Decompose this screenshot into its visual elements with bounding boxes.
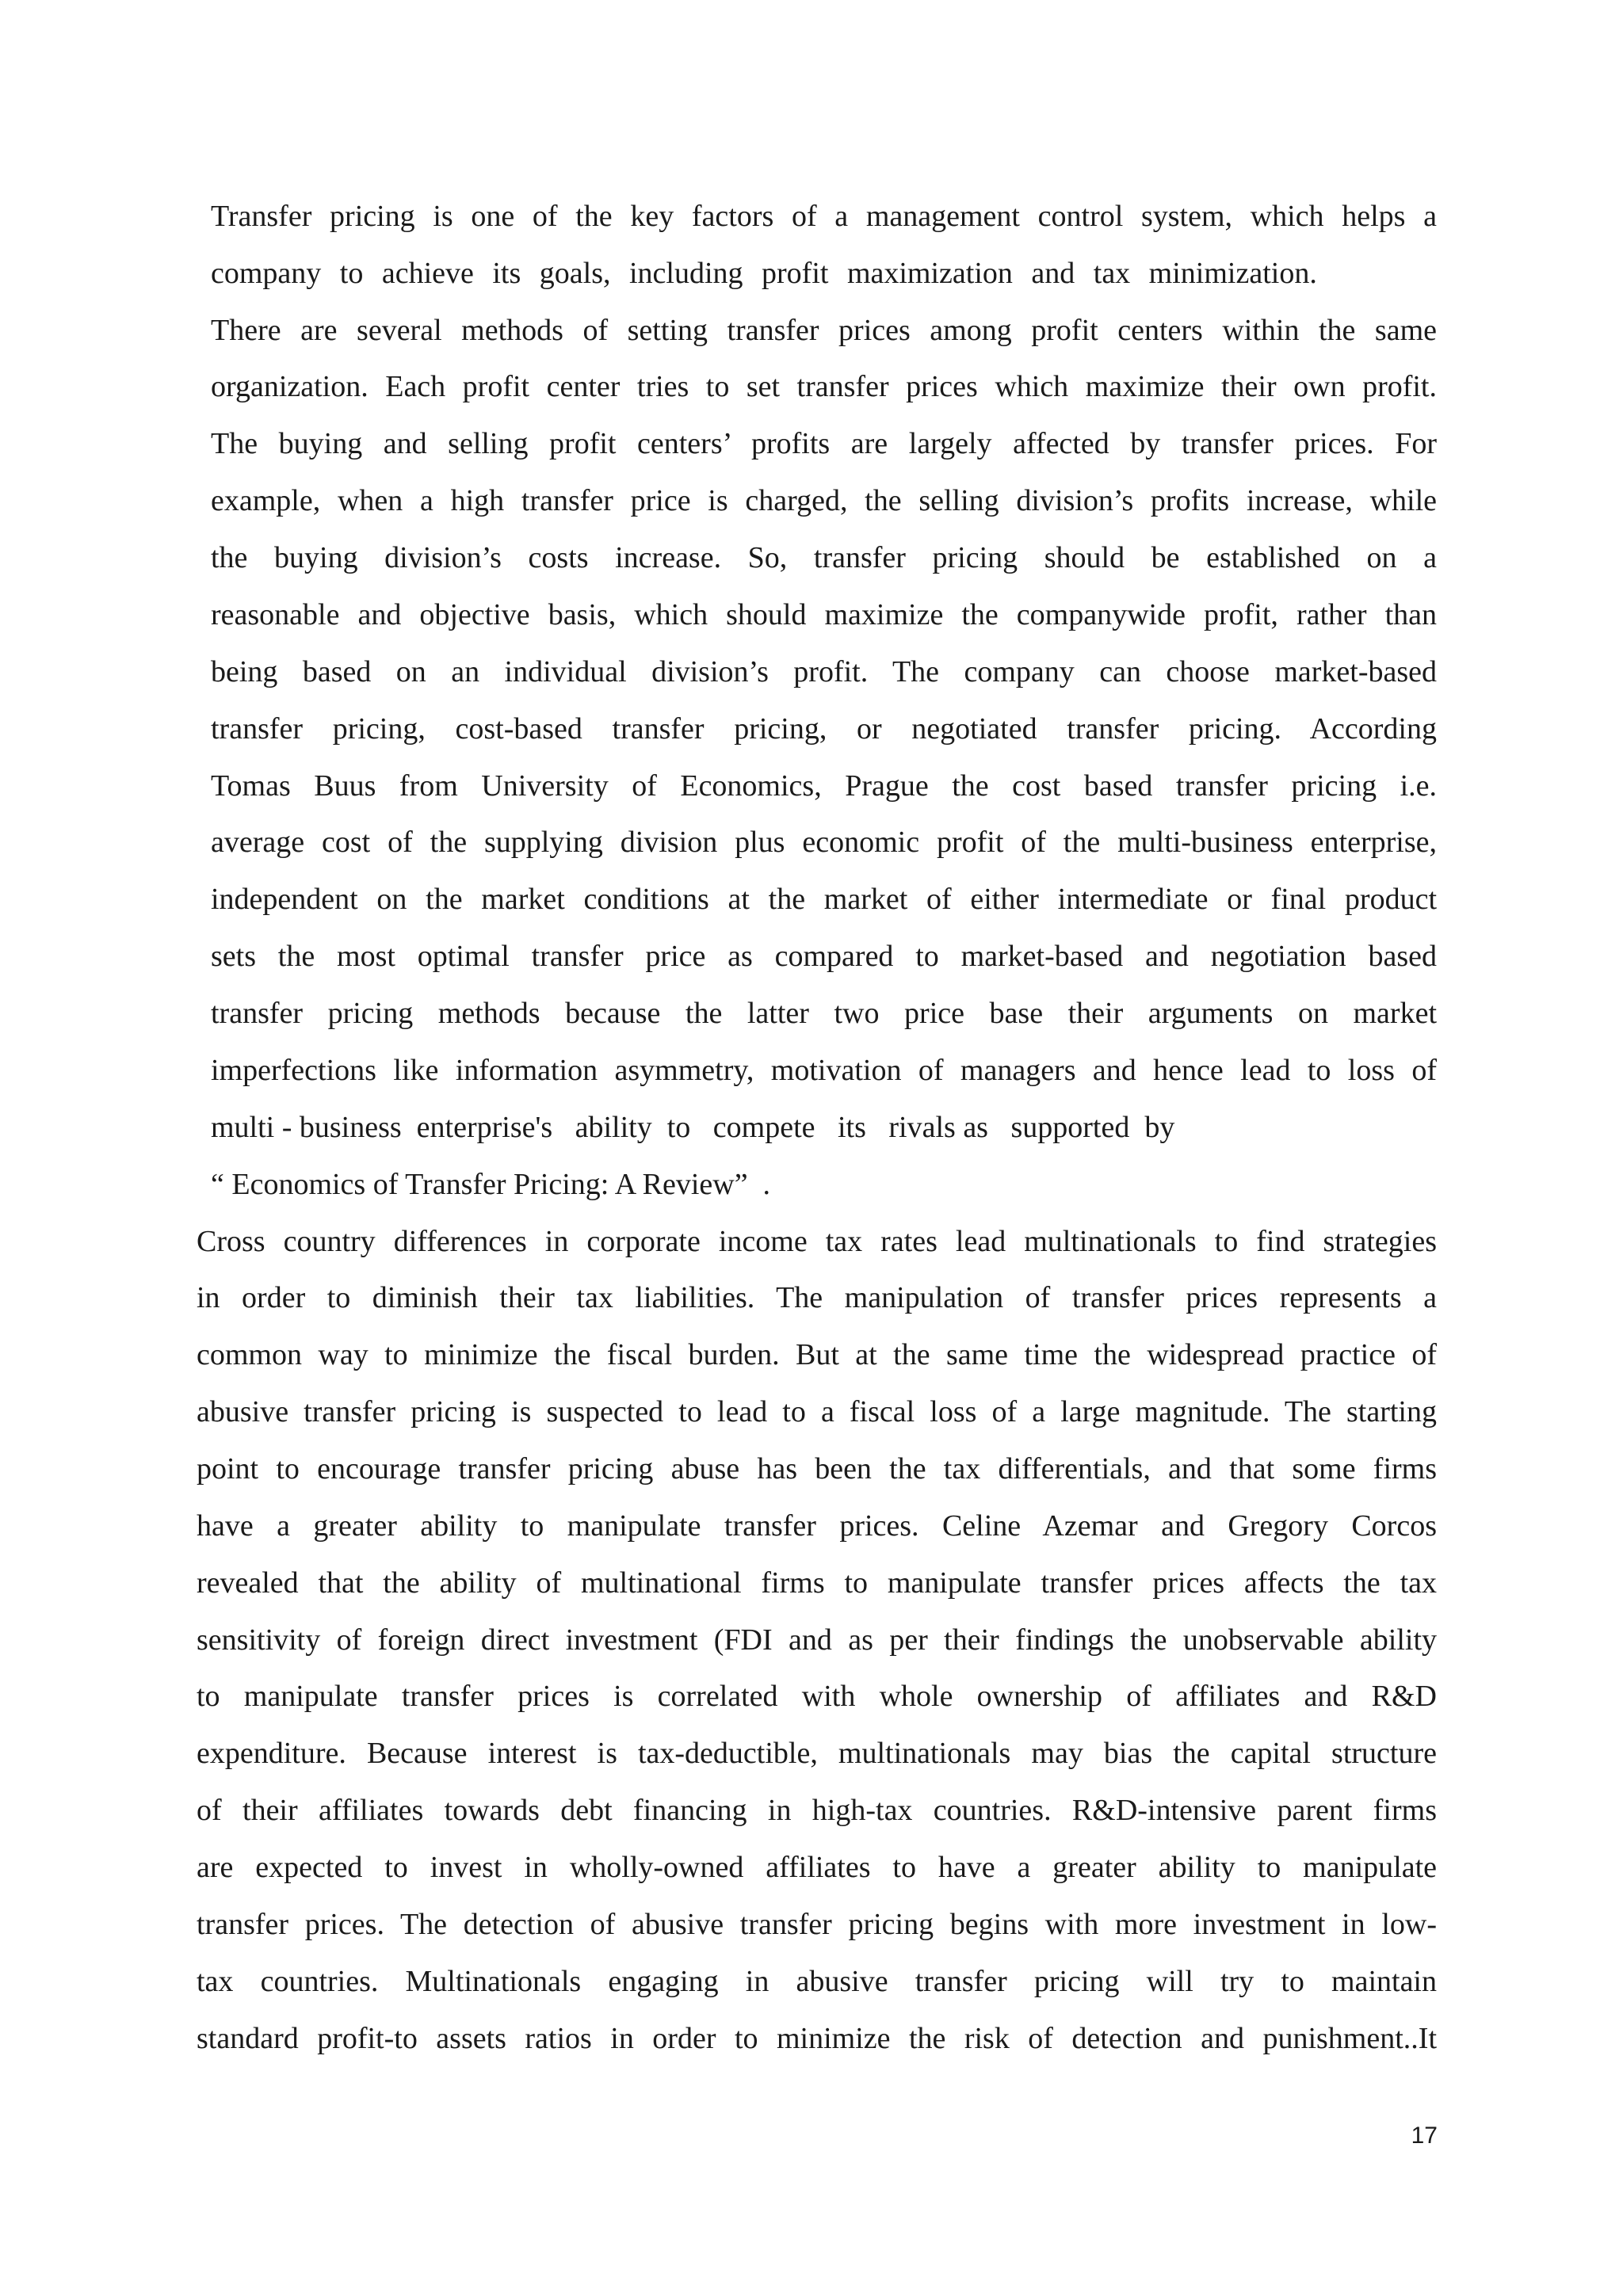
text-line: multi - business enterprise's ability to compete its rivals as supported by (211, 1111, 1175, 1144)
text-line: in order to diminish their tax liabilities. The manipulation of transfer prices represents a (197, 1281, 1437, 1314)
text-line: independent on the market conditions at the market of either intermediate or final product (211, 883, 1437, 916)
page-number: 17 (1411, 2122, 1438, 2149)
text-line: Tomas Buus from University of Economics, Prague the cost based transfer pricing i.e. (211, 769, 1437, 803)
text-line: tax countries. Multinationals engaging in abusive transfer pricing will try to maintain (197, 1965, 1437, 1998)
text-line: average cost of the supplying division plus economic profit of the multi-business enterprise, (211, 826, 1437, 859)
text-line: sets the most optimal transfer price as compared to market-based and negotiation based (211, 940, 1437, 973)
text-line: company to achieve its goals, including profit maximization and tax minimization. (211, 257, 1317, 290)
text-line: revealed that the ability of multinational firms to manipulate transfer prices affects the tax (197, 1566, 1437, 1600)
text-line: the buying division’s costs increase. So, transfer pricing should be established on a (211, 541, 1437, 574)
text-line: abusive transfer pricing is suspected to lead to a fiscal loss of a large magnitude. The starting (197, 1395, 1437, 1428)
text-line: being based on an individual division’s profit. The company can choose market-based (211, 655, 1437, 688)
text-line: expenditure. Because interest is tax-deductible, multinationals may bias the capital structure (197, 1737, 1437, 1770)
text-line: Cross country differences in corporate income tax rates lead multinationals to find strategies (197, 1225, 1437, 1258)
text-line: reasonable and objective basis, which should maximize the companywide profit, rather than (211, 598, 1437, 631)
text-line: point to encourage transfer pricing abuse has been the tax differentials, and that some firms (197, 1452, 1437, 1486)
text-line: sensitivity of foreign direct investment (FDI and as per their findings the unobservable ability (197, 1623, 1437, 1657)
text-line: of their affiliates towards debt financing in high-tax countries. R&D-intensive parent firms (197, 1794, 1437, 1827)
text-line: example, when a high transfer price is charged, the selling division’s profits increase, while (211, 484, 1437, 517)
text-line: Transfer pricing is one of the key factors of a management control system, which helps a (211, 200, 1437, 233)
text-line: organization. Each profit center tries to set transfer prices which maximize their own profit. (211, 370, 1437, 403)
text-line: are expected to invest in wholly-owned affiliates to have a greater ability to manipulate (197, 1851, 1437, 1884)
text-line: imperfections like information asymmetry, motivation of managers and hence lead to loss of (211, 1054, 1437, 1087)
text-line: transfer pricing, cost-based transfer pricing, or negotiated transfer pricing. According (211, 712, 1437, 746)
text-line: The buying and selling profit centers’ profits are largely affected by transfer prices. For (211, 427, 1437, 460)
text-line: transfer pricing methods because the latter two price base their arguments on market (211, 997, 1437, 1030)
text-line: There are several methods of setting transfer prices among profit centers within the same (211, 314, 1437, 347)
text-line: have a greater ability to manipulate transfer prices. Celine Azemar and Gregory Corcos (197, 1509, 1437, 1543)
text-line: common way to minimize the fiscal burden. But at the same time the widespread practice of (197, 1338, 1437, 1371)
text-line: to manipulate transfer prices is correlated with whole ownership of affiliates and R&D (197, 1680, 1437, 1713)
text-line: standard profit-to assets ratios in order to minimize the risk of detection and punishment..It (197, 2022, 1437, 2055)
text-line: “ Economics of Transfer Pricing: A Review” . (211, 1168, 771, 1201)
text-line: transfer prices. The detection of abusive transfer pricing begins with more investment in low- (197, 1908, 1437, 1941)
